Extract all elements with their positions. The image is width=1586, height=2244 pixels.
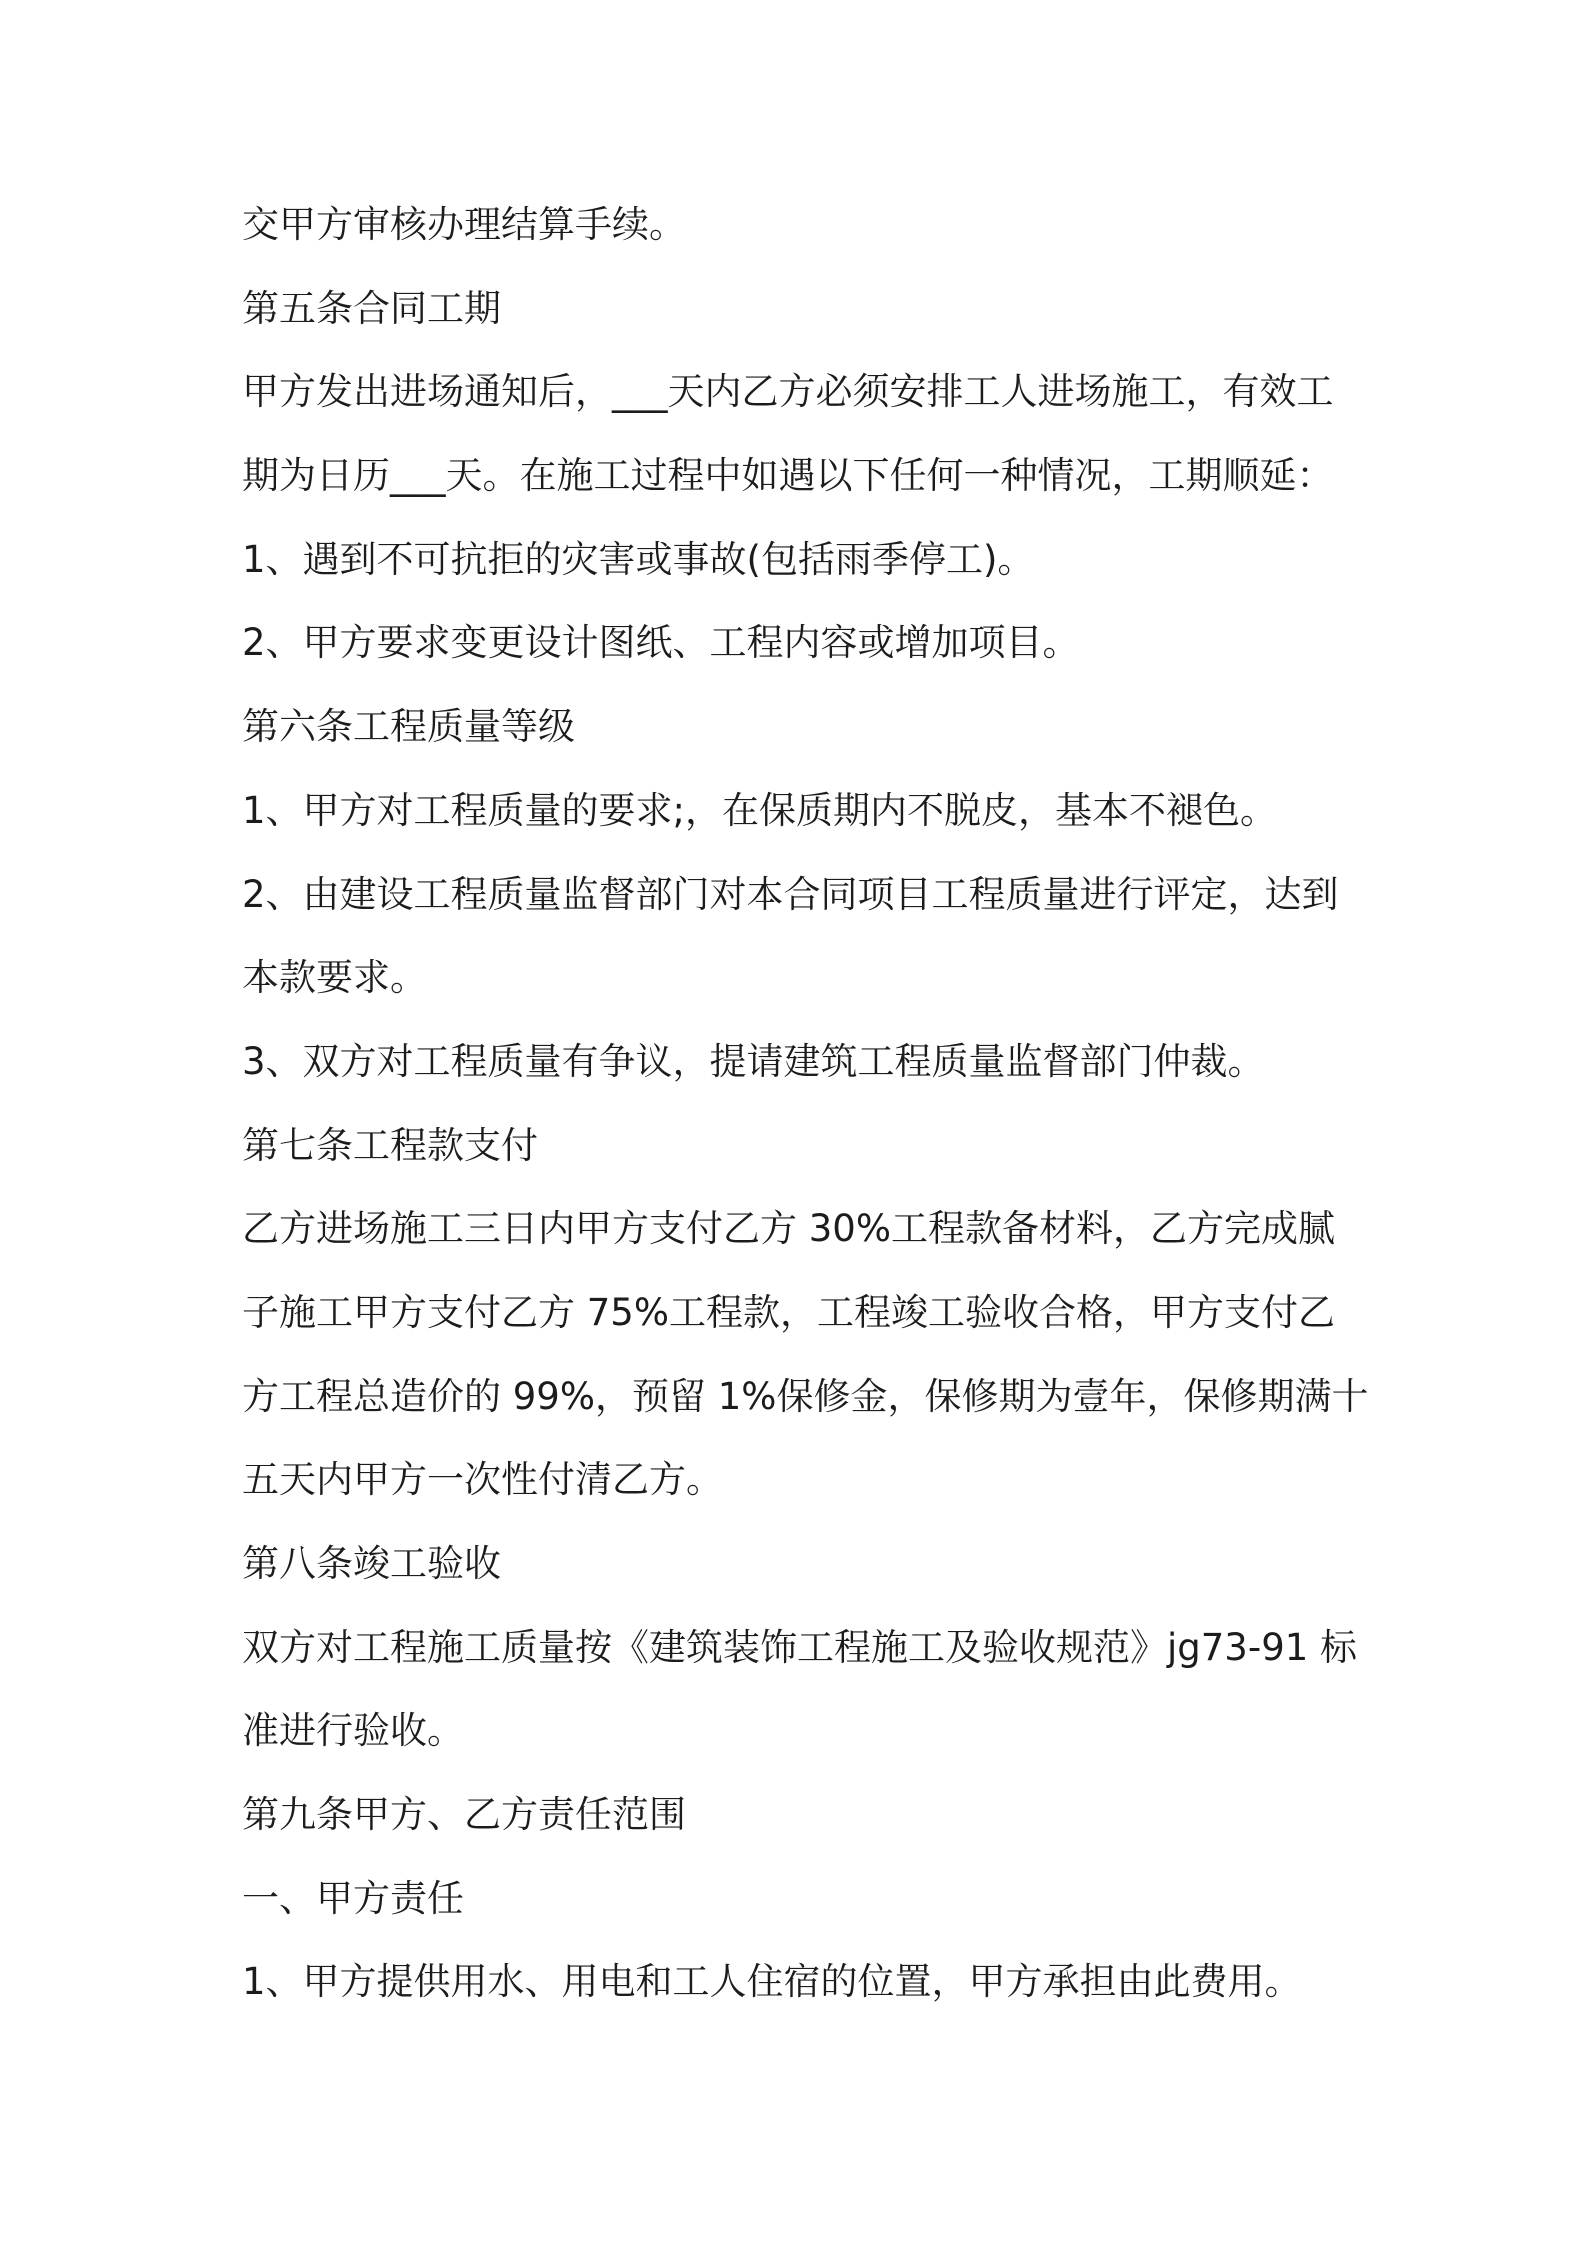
paragraph-line: 五天内甲方一次性付清乙方。 <box>242 1458 723 1502</box>
article-7-heading: 第七条工程款支付 <box>242 1123 538 1167</box>
sub-heading: 一、甲方责任 <box>242 1876 464 1920</box>
paragraph-line: 方工程总造价的 99%，预留 1%保修金，保修期为壹年，保修期满十 <box>242 1374 1369 1418</box>
paragraph-line: 本款要求。 <box>242 956 427 1000</box>
list-item: 2、由建设工程质量监督部门对本合同项目工程质量进行评定，达到 <box>242 872 1339 916</box>
list-item: 1、甲方对工程质量的要求;，在保质期内不脱皮，基本不褪色。 <box>242 788 1278 832</box>
paragraph-line: 交甲方审核办理结算手续。 <box>242 203 686 246</box>
paragraph-line: 准进行验收。 <box>242 1709 464 1753</box>
list-item: 1、遇到不可抗拒的灾害或事故(包括雨季停工)。 <box>242 537 1035 581</box>
article-9-heading: 第九条甲方、乙方责任范围 <box>242 1793 686 1837</box>
paragraph-line: 子施工甲方支付乙方 75%工程款，工程竣工验收合格，甲方支付乙 <box>242 1290 1335 1334</box>
list-item: 3、双方对工程质量有争议，提请建筑工程质量监督部门仲裁。 <box>242 1039 1265 1083</box>
article-5-heading: 第五条合同工期 <box>242 286 501 330</box>
article-6-heading: 第六条工程质量等级 <box>242 705 575 749</box>
article-8-heading: 第八条竣工验收 <box>242 1542 501 1585</box>
paragraph-line: 期为日历___天。在施工过程中如遇以下任何一种情况，工期顺延： <box>242 454 1334 498</box>
list-item: 1、甲方提供用水、用电和工人住宿的位置，甲方承担由此费用。 <box>242 1960 1302 2004</box>
paragraph-line: 双方对工程施工质量按《建筑装饰工程施工及验收规范》jg73-91 标 <box>242 1625 1358 1669</box>
list-item: 2、甲方要求变更设计图纸、工程内容或增加项目。 <box>242 621 1080 665</box>
paragraph-line: 甲方发出进场通知后，___天内乙方必须安排工人进场施工，有效工 <box>242 370 1334 414</box>
document-body <box>242 183 1372 2024</box>
paragraph-line: 乙方进场施工三日内甲方支付乙方 30%工程款备材料，乙方完成腻 <box>242 1207 1335 1251</box>
